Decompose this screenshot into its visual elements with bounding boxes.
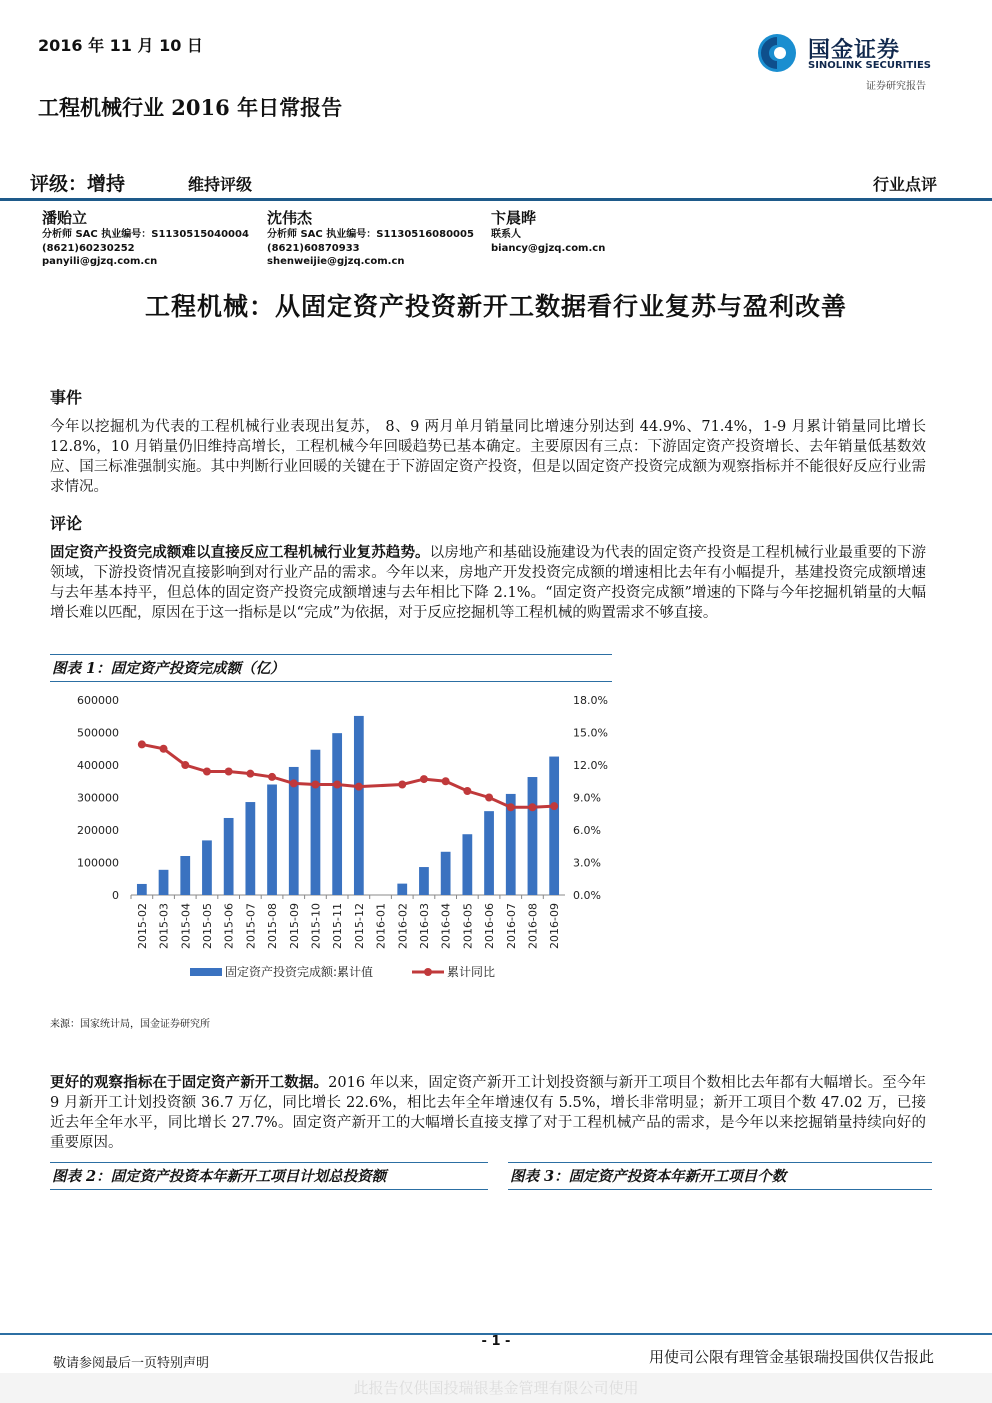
y-right-tick-label: 15.0% — [573, 726, 608, 740]
legend-bar-label: 固定资产投资完成额:累计值 — [225, 965, 374, 979]
x-tick-label: 2015-04 — [179, 903, 193, 949]
line-point — [420, 775, 428, 783]
author-sac: 分析师 SAC 执业编号：S1130516080005 — [267, 229, 474, 240]
rating: 评级：增持 — [30, 173, 126, 195]
bar — [202, 840, 212, 895]
y-right-tick-label: 3.0% — [573, 856, 601, 870]
y-left-tick-label: 0 — [112, 889, 119, 902]
figure1-title: 图表 1：固定资产投资完成额（亿） — [50, 654, 612, 682]
author-sac: 分析师 SAC 执业编号：S1130515040004 — [42, 229, 249, 240]
y-left-tick-label: 100000 — [77, 856, 119, 870]
line-point — [507, 803, 515, 811]
line-point — [528, 803, 536, 811]
comment-paragraph — [50, 543, 926, 623]
line-point — [442, 777, 450, 785]
x-tick-label: 2015-12 — [352, 903, 366, 949]
author-phone: (8621)60230252 — [42, 242, 135, 254]
sinolink-logo-icon — [757, 33, 797, 73]
x-tick-label: 2015-03 — [157, 903, 171, 949]
header-divider — [0, 198, 992, 201]
author-phone: (8621)60870933 — [267, 242, 360, 254]
line-point — [463, 787, 471, 795]
x-tick-label: 2016-06 — [483, 903, 497, 949]
bar — [332, 733, 342, 895]
y-right-tick-label: 9.0% — [573, 791, 601, 805]
bar — [159, 870, 169, 895]
chart-svg — [50, 684, 612, 1006]
x-tick-label: 2015-11 — [331, 903, 345, 949]
line-point — [138, 740, 146, 748]
footer-watermark: 此报告仅供国投瑞银基金管理有限公司使用 — [353, 1379, 639, 1397]
author-email: shenweijie@gjzq.com.cn — [267, 256, 405, 267]
legend-line-marker — [424, 968, 432, 976]
newstart-lead: 更好的观察指标在于固定资产新开工数据。 — [50, 1074, 329, 1091]
line-point — [398, 781, 406, 789]
author-email: panyili@gjzq.com.cn — [42, 256, 158, 267]
figure2-title: 图表 2：固定资产投资本年新开工项目计划总投资额 — [50, 1162, 488, 1190]
bar — [419, 867, 429, 895]
figure1-source: 来源：国家统计局，国金证券研究所 — [50, 1019, 210, 1030]
bar — [245, 802, 255, 895]
line-point — [268, 773, 276, 781]
comment-lead: 固定资产投资完成额难以直接反应工程机械行业复苏趋势。 — [50, 544, 430, 561]
line-point — [246, 770, 254, 778]
line-point — [290, 779, 298, 787]
page-number: - 1 - — [481, 1334, 511, 1349]
bar — [180, 856, 190, 895]
y-right-tick-label: 0.0% — [573, 889, 601, 902]
author-card — [267, 208, 474, 269]
x-tick-label: 2016-08 — [526, 903, 540, 949]
x-tick-label: 2016-05 — [461, 903, 475, 949]
x-tick-label: 2016-01 — [374, 903, 388, 949]
y-left-tick-label: 400000 — [77, 759, 119, 772]
report-date: 2016 年 11 月 10 日 — [38, 36, 203, 55]
x-tick-label: 2015-06 — [222, 903, 236, 949]
bar — [484, 811, 494, 895]
footer-reversed-notice: 用使司公限有理管金基银瑞投国供仅告报此 — [648, 1348, 934, 1366]
y-right-tick-label: 6.0% — [573, 824, 601, 837]
main-title: 工程机械：从固定资产投资新开工数据看行业复苏与盈利改善 — [144, 292, 847, 321]
author-card — [42, 208, 249, 269]
y-left-tick-label: 500000 — [77, 726, 119, 740]
line-point — [203, 768, 211, 776]
event-paragraph: 今年以挖掘机为代表的工程机械行业表现出复苏， 8、9 两月单月销量同比增速分别达到 44.9%、71.4%，1-9 月累计销量同比增长 12.8%，10 月销量仍旧维持高增长，工程机械今年回暖趋势已基本确定。主要原因有三点：下游固定资产投资增长、去年销量低基数效应、国三标准强制实施。其中判断行业回暖的关键在于下游固定资产投资，但是以固定资产投资完成额为观察指标并不能很好反应行业需求情况。 — [50, 419, 926, 495]
y-left-tick-label: 300000 — [77, 791, 119, 805]
x-tick-label: 2016-02 — [396, 903, 410, 949]
y-left-tick-label: 200000 — [77, 824, 119, 837]
legend-line-label: 累计同比 — [447, 965, 496, 979]
report-category: 行业点评 — [872, 175, 937, 194]
line-point — [355, 783, 363, 791]
line-point — [550, 802, 558, 810]
bar — [528, 777, 538, 895]
author-name: 沈伟杰 — [267, 209, 313, 227]
logo-chinese-name: 国金证券 — [808, 38, 901, 63]
rating-maintain: 维持评级 — [188, 175, 253, 194]
author-name: 卞晨晔 — [491, 209, 537, 227]
x-tick-label: 2015-05 — [200, 903, 214, 949]
bar — [441, 852, 451, 895]
line-point — [160, 745, 168, 753]
line-point — [225, 768, 233, 776]
newstart-paragraph — [50, 1073, 926, 1153]
figure1-chart — [50, 684, 612, 1006]
report-title: 工程机械行业 2016 年日常报告 — [38, 95, 343, 120]
footer-disclaimer: 敬请参阅最后一页特别声明 — [53, 1356, 210, 1371]
logo-subtitle: 证券研究报告 — [866, 81, 926, 92]
bar — [224, 818, 234, 895]
logo-english-name: SINOLINK SECURITIES — [808, 60, 931, 71]
bar — [267, 785, 277, 896]
footer-watermark-band — [0, 1373, 992, 1403]
line-point — [181, 761, 189, 769]
line-point — [311, 781, 319, 789]
x-tick-label: 2016-03 — [417, 903, 431, 949]
bar — [462, 834, 472, 895]
x-tick-label: 2016-09 — [548, 903, 562, 949]
author-role: 联系人 — [491, 229, 521, 240]
x-tick-label: 2015-10 — [309, 903, 323, 949]
y-left-tick-label: 600000 — [77, 694, 119, 707]
bar — [354, 716, 364, 895]
line-point — [485, 794, 493, 802]
x-tick-label: 2015-02 — [135, 903, 149, 949]
line-point — [333, 781, 341, 789]
author-email: biancy@gjzq.com.cn — [491, 242, 606, 254]
x-tick-label: 2016-07 — [504, 903, 518, 949]
figure3-title: 图表 3：固定资产投资本年新开工项目个数 — [508, 1162, 932, 1190]
section-heading-comment: 评论 — [50, 514, 83, 533]
x-tick-label: 2015-07 — [244, 903, 258, 949]
bar — [137, 884, 147, 895]
comment-body: 以房地产和基础设施建设为代表的固定资产投资是工程机械行业最重要的下游领域，下游投资情况直接影响到对行业产品的需求。今年以来，房地产开发投资完成额的增速相比去年有小幅提升，基建投资完成额增速与去年基本持平，但总体的固定资产投资完成额增速与去年相比下降 2.1%。“固定资产投资完成额”增速的下降与今年挖掘机销量的大幅增长难以匹配，原因在于这一指标是以“完成”为依据，对于反应挖掘机等工程机械的购置需求不够直接。 — [50, 545, 927, 621]
bar — [549, 757, 559, 895]
y-right-tick-label: 18.0% — [573, 694, 608, 707]
author-name: 潘贻立 — [42, 209, 88, 227]
y-right-tick-label: 12.0% — [573, 759, 608, 772]
x-tick-label: 2016-04 — [439, 903, 453, 949]
section-heading-event: 事件 — [50, 388, 83, 407]
x-tick-label: 2015-09 — [287, 903, 301, 949]
legend-bar-swatch — [190, 968, 222, 976]
bar — [397, 884, 407, 895]
bar — [311, 750, 321, 895]
author-card — [491, 208, 605, 255]
newstart-body: 2016 年以来，固定资产新开工计划投资额与新开工项目个数相比去年都有大幅增长。至今年 9 月新开工计划投资额 36.7 万亿，同比增长 22.6%，相比去年全年增速仅有 5.5%，增长非常明显；新开工项目个数 47.02 万，已接近去年全年水平，同比增长 27.7%。固定资产新开工的大幅增长直接支撑了对于工程机械产品的需求，是今年以来挖掘销量持续向好的重要原因。 — [50, 1075, 927, 1151]
x-tick-label: 2015-08 — [266, 903, 280, 949]
